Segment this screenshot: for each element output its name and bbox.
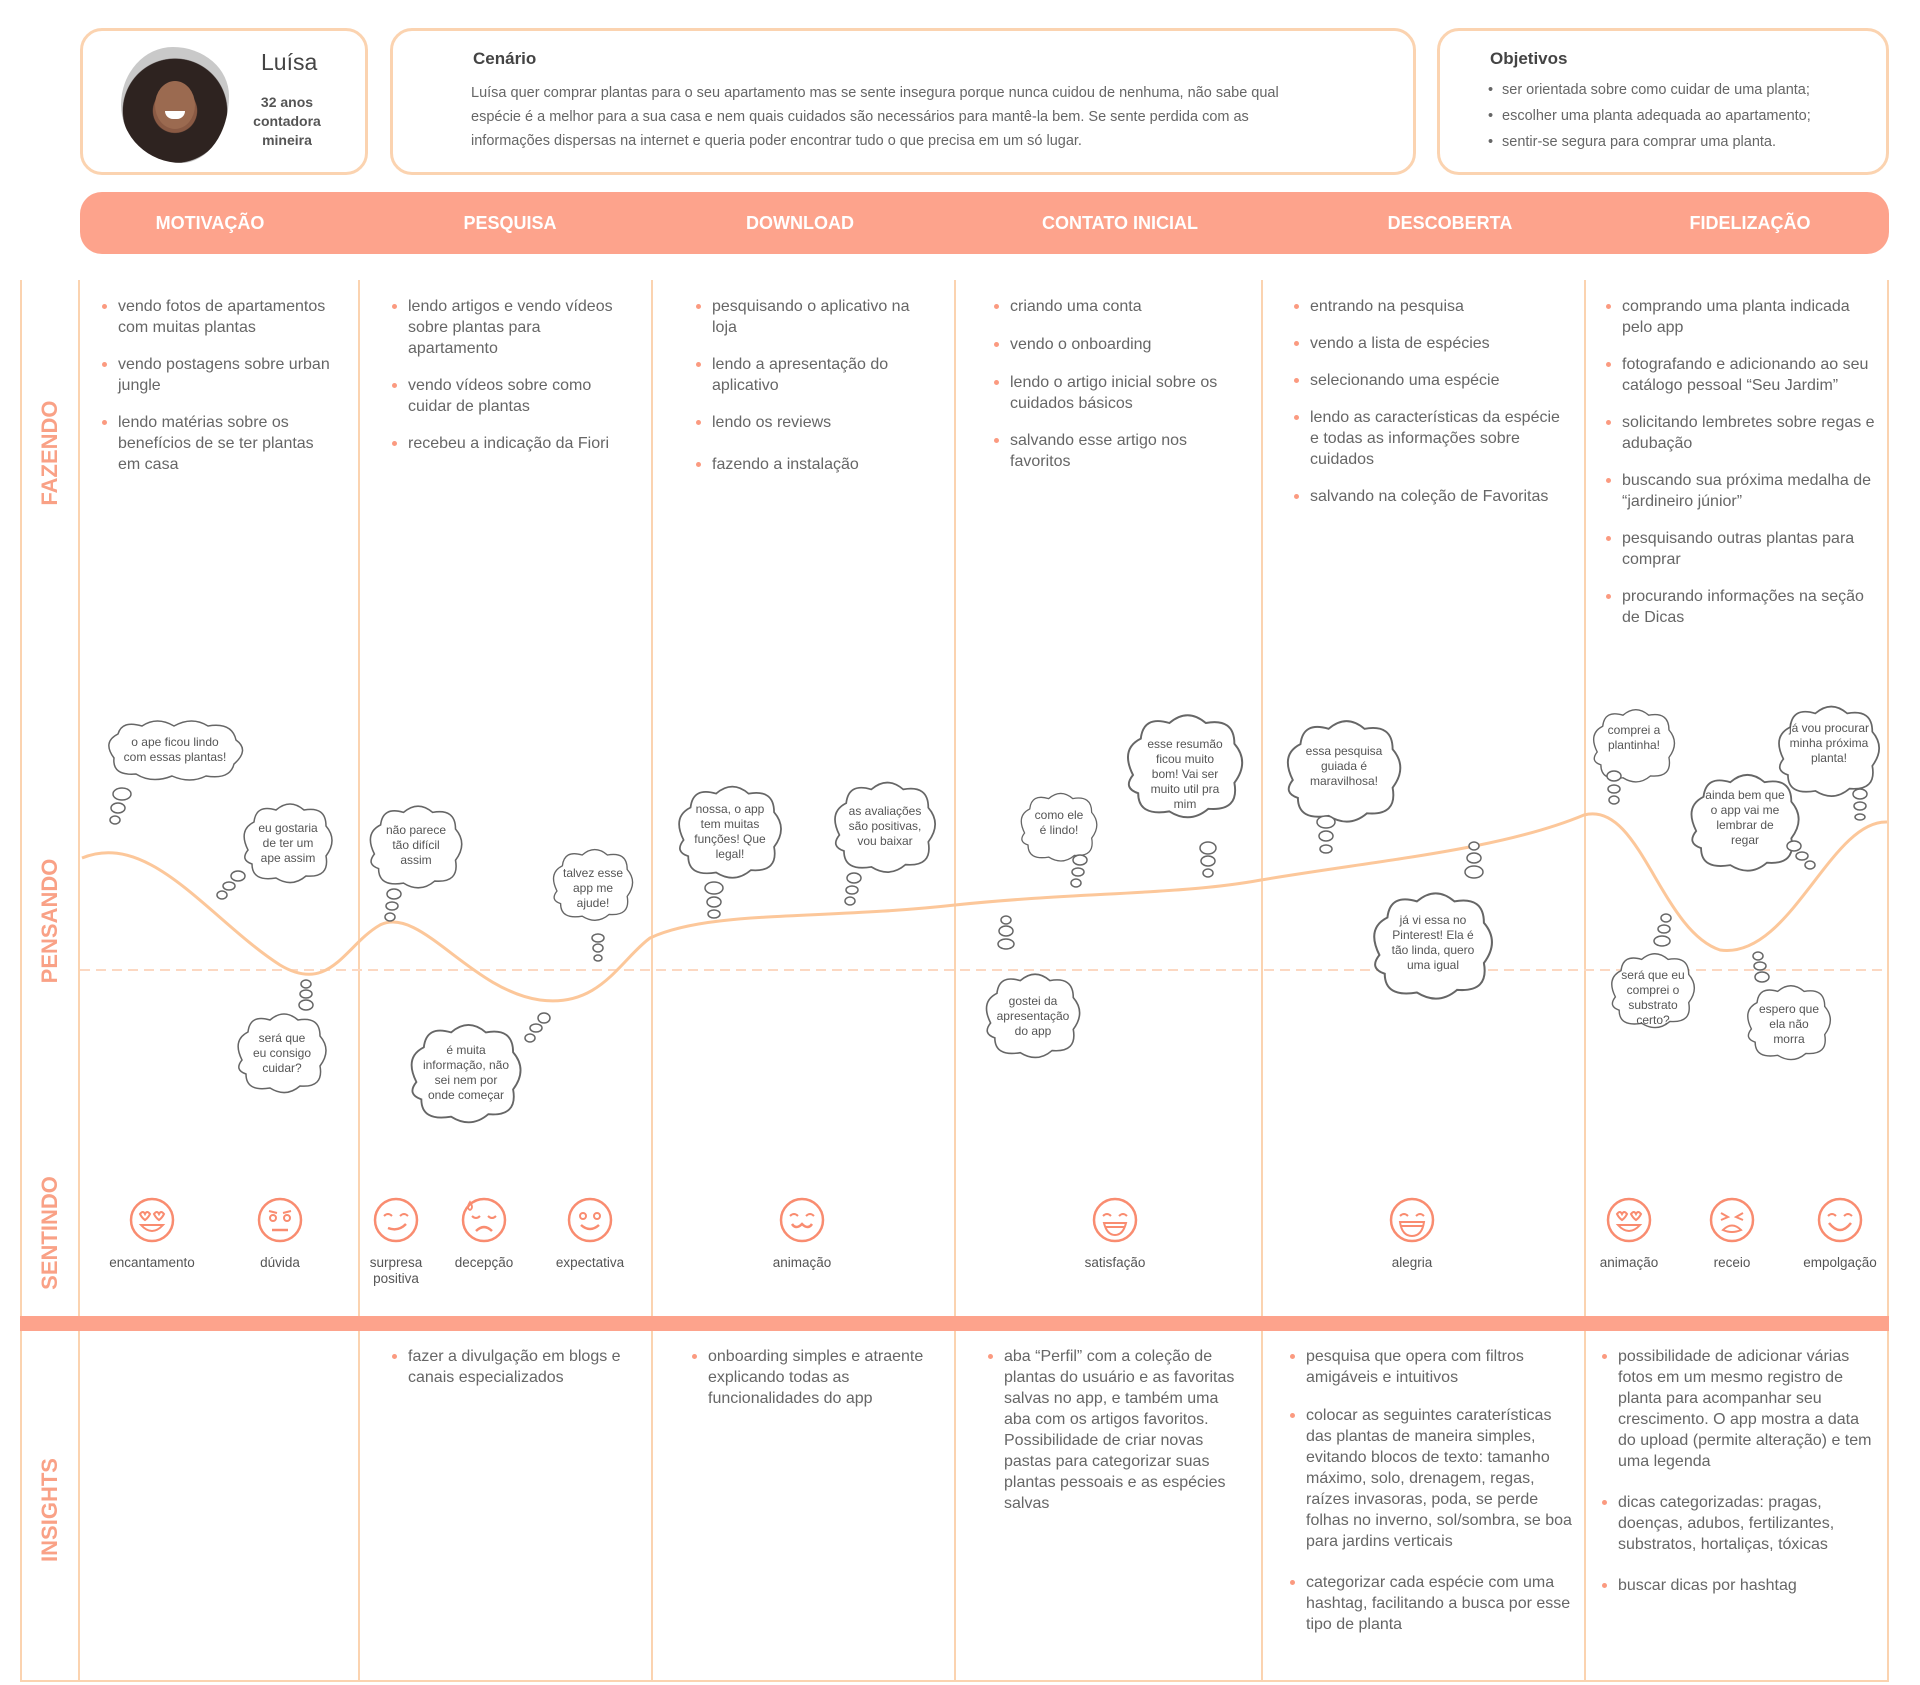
persona-origin: mineira xyxy=(262,132,312,148)
thought-bubbles xyxy=(1462,840,1486,893)
thought-cloud xyxy=(1280,716,1408,816)
list-item: vendo fotos de apartamentos com muitas plantas xyxy=(100,296,330,338)
thought-text: tão linda, quero xyxy=(1391,943,1475,957)
emotion-empolgacao xyxy=(1780,1196,1900,1271)
thought-bubbles xyxy=(382,886,406,931)
thought-cloud xyxy=(1016,790,1102,856)
thought-text: do app xyxy=(1014,1023,1052,1038)
thought-text: comprei o xyxy=(1626,983,1680,997)
list-item: pesquisando outras plantas para comprar xyxy=(1604,528,1880,570)
list-item: entrando na pesquisa xyxy=(1292,296,1564,317)
list-item: criando uma conta xyxy=(992,296,1232,317)
thought-text: planta! xyxy=(1810,750,1847,765)
list-item: pesquisa que opera com filtros amigáveis e intuitivos xyxy=(1288,1346,1578,1388)
grin-face-icon xyxy=(1816,1196,1864,1244)
thought-text: lembrar de xyxy=(1716,818,1774,832)
insights-list-pesquisa xyxy=(390,1346,640,1388)
emotion-duvida xyxy=(220,1196,340,1271)
persona-job: contadora xyxy=(253,113,321,129)
emotion-label: alegria xyxy=(1391,1255,1433,1270)
thought-text: essa pesquisa xyxy=(1305,743,1383,758)
list-item: pesquisando o aplicativo na loja xyxy=(694,296,926,338)
thought-text: é lindo! xyxy=(1039,823,1079,837)
thought-text: eu consigo xyxy=(252,1045,312,1060)
thought-text: esse resumão xyxy=(1147,736,1223,751)
thought-bubbles xyxy=(296,978,316,1017)
thought-text: informação, não xyxy=(422,1058,510,1072)
thought-bubbles xyxy=(108,786,138,835)
thought-text: vou baixar xyxy=(857,833,913,848)
thought-cloud xyxy=(828,778,942,874)
thought-cloud xyxy=(102,718,248,782)
disappointed-face-icon xyxy=(460,1196,508,1244)
big-smile-face-icon xyxy=(1388,1196,1436,1244)
emotion-animacao-2 xyxy=(1569,1196,1689,1271)
thought-text: tem muitas xyxy=(700,817,760,831)
insights-list-descoberta xyxy=(1288,1346,1578,1635)
list-item: solicitando lembretes sobre regas e adubação xyxy=(1604,412,1880,454)
goal-item: • ser orientada sobre como cuidar de uma planta; xyxy=(1488,77,1811,103)
emotion-animacao xyxy=(742,1196,862,1271)
thought-bubbles xyxy=(1066,852,1090,897)
thought-cloud xyxy=(404,1020,528,1126)
thought-text: ficou muito xyxy=(1155,751,1215,766)
thought-text: de ter um xyxy=(262,835,314,850)
thought-cloud xyxy=(232,1010,332,1096)
scenario-title: Cenário xyxy=(473,49,537,68)
list-item: salvando esse artigo nos favoritos xyxy=(992,430,1232,472)
thought-bubbles xyxy=(522,1010,552,1049)
emotion-label-line: surpresa xyxy=(369,1255,423,1270)
list-item: lendo artigos e vendo vídeos sobre plantas para apartamento xyxy=(390,296,630,359)
list-item: lendo as características da espécie e todas as informações sobre cuidados xyxy=(1292,407,1564,470)
emotion-satisfacao xyxy=(1055,1196,1175,1271)
thought-cloud xyxy=(1588,706,1680,770)
list-item: buscando sua próxima medalha de “jardineiro júnior” xyxy=(1604,470,1880,512)
goals-title: Objetivos xyxy=(1490,49,1568,68)
list-item: vendo postagens sobre urban jungle xyxy=(100,354,330,396)
list-item: vendo o onboarding xyxy=(992,334,1232,355)
thought-cloud xyxy=(1366,888,1500,998)
thought-bubbles xyxy=(1750,950,1774,991)
list-item: colocar as seguintes caraterísticas das plantas de maneira simples, evitando blocos de texto: tamanho máximo, solo, drenagem, regas, raízes invasoras, poda, se perde folhas no inverno, sol/sombra, se boa para jardins verticais xyxy=(1288,1405,1578,1552)
thought-text: as avaliações xyxy=(848,803,922,818)
thought-bubbles xyxy=(1848,786,1872,831)
thought-text: são positivas, xyxy=(848,818,922,833)
thought-text: talvez esse xyxy=(562,865,624,880)
emotion-label: decepção xyxy=(454,1255,514,1270)
thought-bubbles xyxy=(1314,814,1338,863)
persona-age: 32 anos xyxy=(260,94,314,110)
list-item: categorizar cada espécie com uma hashtag, facilitando a busca por esse tipo de planta xyxy=(1288,1572,1578,1635)
doubt-face-icon xyxy=(256,1196,304,1244)
thought-text: apresentação xyxy=(996,1008,1070,1023)
worried-face-icon xyxy=(1708,1196,1756,1244)
thought-text: substrato xyxy=(1628,998,1678,1012)
thought-bubbles xyxy=(1196,840,1220,885)
thought-text: bom! Vai ser xyxy=(1151,766,1219,781)
row-label-fazendo: FAZENDO xyxy=(37,400,62,506)
thought-cloud xyxy=(980,970,1086,1062)
thought-text: onde começar xyxy=(427,1088,505,1102)
thought-text: funções! Que xyxy=(694,832,766,846)
thought-text: guiada é xyxy=(1320,758,1368,773)
thought-cloud xyxy=(1120,710,1250,838)
emotion-label: animação xyxy=(772,1255,832,1270)
thought-bubbles xyxy=(994,914,1018,959)
list-item: buscar dicas por hashtag xyxy=(1600,1575,1880,1596)
goal-item: • escolher uma planta adequada ao apartamento; xyxy=(1488,103,1811,129)
list-item: salvando na coleção de Favoritas xyxy=(1292,486,1564,507)
row-label-insights: INSIGHTS xyxy=(37,1458,62,1562)
emotion-label: receio xyxy=(1713,1255,1751,1270)
thought-text: maravilhosa! xyxy=(1309,773,1379,788)
emotion-label: expectativa xyxy=(555,1255,625,1270)
emotion-label: satisfação xyxy=(1084,1255,1146,1270)
emotion-label: dúvida xyxy=(260,1255,300,1270)
list-item: aba “Perfil” com a coleção de plantas do usuário e as favoritas salvas no app, e também uma aba com os artigos favoritos. Possibilidade de criar novas pastas para categorizar suas plantas pessoais e as espécies salvas xyxy=(986,1346,1242,1514)
thought-cloud xyxy=(238,800,338,886)
thought-cloud xyxy=(1772,702,1886,784)
thought-text: mim xyxy=(1173,796,1197,811)
thought-text: com essas plantas! xyxy=(123,750,227,764)
thought-text: nossa, o app xyxy=(695,802,765,816)
thought-cloud xyxy=(1606,950,1700,1046)
thought-text: comprei a xyxy=(1607,723,1661,737)
thought-text: legal! xyxy=(715,847,745,861)
list-item: fotografando e adicionando ao seu catálogo pessoal “Seu Jardim” xyxy=(1604,354,1880,396)
thought-text: como ele xyxy=(1034,808,1084,822)
emotion-expectativa xyxy=(530,1196,650,1271)
thought-text: certo? xyxy=(1636,1013,1670,1027)
expectant-face-icon xyxy=(566,1196,614,1244)
thought-bubbles xyxy=(588,930,608,969)
emotion-receio xyxy=(1672,1196,1792,1271)
thought-text: cuidar? xyxy=(262,1060,302,1075)
thought-text: já vi essa no xyxy=(1399,913,1467,927)
thought-cloud xyxy=(364,802,468,888)
list-item: recebeu a indicação da Fiori xyxy=(390,433,630,454)
thought-text: espero que xyxy=(1758,1001,1820,1016)
thought-text: uma igual xyxy=(1406,958,1459,972)
list-item: possibilidade de adicionar várias fotos em um mesmo registro de planta para acompanhar seu crescimento. O app mostra a data do upload (permite alteração) e tem uma legenda xyxy=(1600,1346,1880,1472)
list-item: fazendo a instalação xyxy=(694,454,926,475)
thought-text: eu gostaria xyxy=(258,820,318,835)
insights-list-fidelizacao xyxy=(1600,1346,1880,1596)
thought-text: o app vai me xyxy=(1710,803,1780,817)
scenario-line: espécie é a melhor para a sua casa e nem quais cuidados são necessários para mantê-la bem. Se sente perdida com as xyxy=(471,109,1249,125)
thought-bubbles xyxy=(1652,912,1676,957)
thought-bubbles xyxy=(842,870,866,915)
list-item: vendo vídeos sobre como cuidar de plantas xyxy=(390,375,630,417)
thought-text: app me xyxy=(572,880,614,895)
row-label-sentindo: SENTINDO xyxy=(37,1176,62,1290)
thought-text: é muita xyxy=(446,1043,486,1057)
scenario-line: Luísa quer comprar plantas para o seu apartamento mas se sente insegura porque nunca cuidou de nenhuma, não sabe qual xyxy=(471,85,1279,101)
thought-text: não parece xyxy=(385,822,447,837)
insights-list-download xyxy=(690,1346,930,1409)
scenario-line: informações dispersas na internet e queria poder encontrar tudo o que precisa em um só lugar. xyxy=(471,133,1082,149)
list-item: lendo a apresentação do aplicativo xyxy=(694,354,926,396)
thought-bubbles xyxy=(702,880,726,925)
emotion-label: encantamento xyxy=(109,1255,195,1270)
list-item: dicas categorizadas: pragas, doenças, adubos, fertilizantes, substratos, hortaliças, tóxicas xyxy=(1600,1492,1880,1555)
thought-text: minha próxima xyxy=(1789,735,1869,750)
list-item: lendo os reviews xyxy=(694,412,926,433)
insights-list-contato xyxy=(986,1346,1242,1514)
thought-text: sei nem por xyxy=(434,1073,498,1087)
list-item: lendo matérias sobre os benefícios de se ter plantas em casa xyxy=(100,412,330,475)
thought-bubbles xyxy=(214,868,248,907)
phase-fidelizacao: FIDELIZAÇÃO xyxy=(1689,213,1811,233)
grin-face-icon xyxy=(1091,1196,1139,1244)
thought-text: já vou procurar xyxy=(1788,720,1870,735)
happy-face-icon xyxy=(778,1196,826,1244)
goal-item: • sentir-se segura para comprar uma planta. xyxy=(1488,129,1811,155)
thought-cloud xyxy=(1742,982,1836,1066)
thought-text: será que xyxy=(258,1030,306,1045)
emotion-decepcao xyxy=(424,1196,544,1271)
thought-text: morra xyxy=(1773,1031,1805,1046)
list-item: lendo o artigo inicial sobre os cuidados básicos xyxy=(992,372,1232,414)
thought-text: plantinha! xyxy=(1607,738,1661,752)
emotion-label: animação xyxy=(1599,1255,1659,1270)
row-label-pensando: PENSANDO xyxy=(37,858,62,984)
thought-text: Pinterest! Ela é xyxy=(1392,928,1474,942)
list-item: onboarding simples e atraente explicando todas as funcionalidades do app xyxy=(690,1346,930,1409)
thought-cloud xyxy=(672,782,788,882)
thought-bubbles xyxy=(1602,770,1626,815)
thought-text: tão difícil xyxy=(392,837,440,852)
thought-text: gostei da xyxy=(1008,993,1058,1008)
heart-eyes-face-icon xyxy=(128,1196,176,1244)
emotion-alegria xyxy=(1352,1196,1472,1271)
phase-descoberta: DESCOBERTA xyxy=(1387,213,1513,233)
thought-text: ape assim xyxy=(260,850,316,865)
thought-text: ajude! xyxy=(576,895,610,910)
heart-eyes-face-icon xyxy=(1605,1196,1653,1244)
thought-text: ela não xyxy=(1769,1016,1809,1031)
thought-cloud xyxy=(548,846,638,930)
list-item: comprando uma planta indicada pelo app xyxy=(1604,296,1880,338)
emotion-label: empolgação xyxy=(1803,1255,1877,1270)
thought-text: será que eu xyxy=(1621,968,1685,982)
emotion-encantamento xyxy=(92,1196,212,1271)
phase-contato-inicial: CONTATO INICIAL xyxy=(1042,213,1198,233)
list-item: procurando informações na seção de Dicas xyxy=(1604,586,1880,628)
emotion-label-line: positiva xyxy=(373,1271,419,1286)
thought-text: assim xyxy=(400,852,432,867)
phase-download: DOWNLOAD xyxy=(746,213,854,233)
phase-pesquisa: PESQUISA xyxy=(463,213,557,233)
persona-name: Luísa xyxy=(261,49,318,75)
list-item: fazer a divulgação em blogs e canais especializados xyxy=(390,1346,640,1388)
thought-text: o ape ficou lindo xyxy=(131,735,219,749)
thought-text: regar xyxy=(1730,833,1759,847)
list-item: selecionando uma espécie xyxy=(1292,370,1564,391)
phase-motivacao: MOTIVAÇÃO xyxy=(155,213,265,233)
thought-text: muito util pra xyxy=(1150,781,1220,796)
thought-text: ainda bem que xyxy=(1705,788,1785,802)
list-item: vendo a lista de espécies xyxy=(1292,333,1564,354)
smirk-face-icon xyxy=(372,1196,420,1244)
